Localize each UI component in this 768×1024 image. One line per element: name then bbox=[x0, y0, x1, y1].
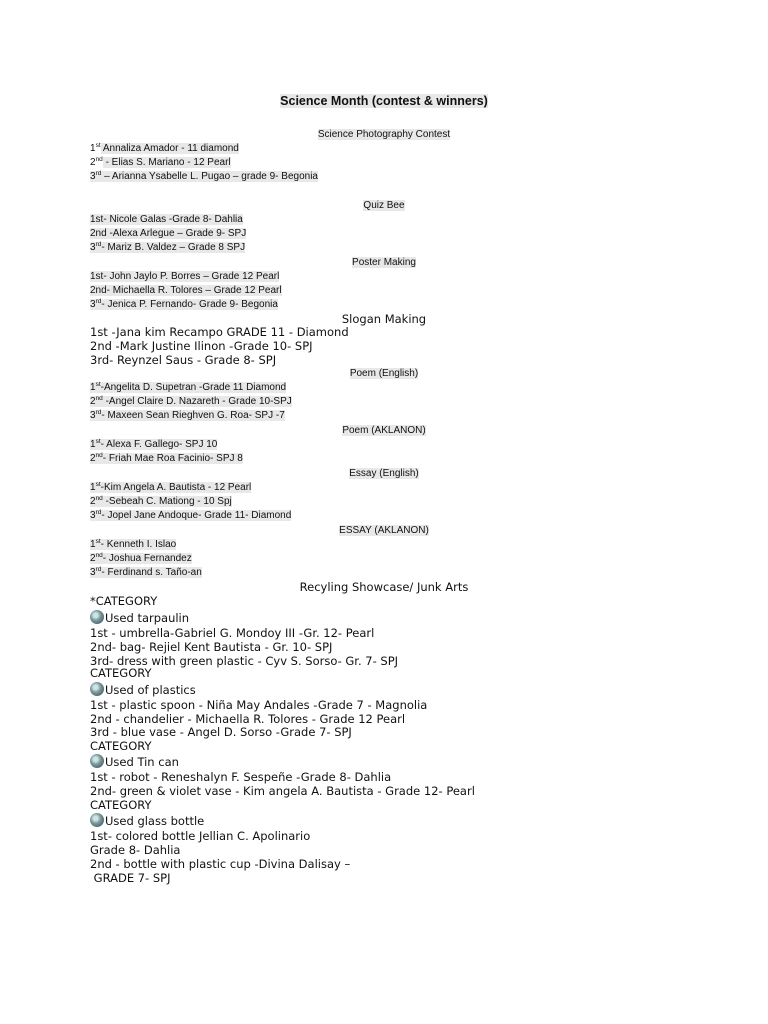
poem-aklanon-winner-2: 2nd- Friah Mae Roa Facinio- SPJ 8 bbox=[90, 452, 243, 464]
tincan-category: Used Tin can bbox=[90, 754, 179, 769]
poem-aklanon-heading: Poem (AKLANON) bbox=[342, 425, 426, 436]
quiz-winner-1: 1st- Nicole Galas -Grade 8- Dahlia bbox=[90, 214, 243, 225]
essay-aklanon-winner-3: 3rd- Ferdinand s. Taño-an bbox=[90, 566, 202, 578]
page-title: Science Month (contest & winners) bbox=[280, 94, 488, 108]
essay-english-heading: Essay (English) bbox=[349, 468, 419, 479]
bullet-icon bbox=[90, 754, 104, 768]
quiz-winner-3: 3rd- Mariz B. Valdez – Grade 8 SPJ bbox=[90, 241, 246, 253]
tarpaulin-winner-1: 1st - umbrella-Gabriel G. Mondoy III -Gr. 12- Pearl bbox=[90, 626, 375, 640]
tincan-winner-1: 1st - robot - Reneshalyn F. Sespeñe -Grade 8- Dahlia bbox=[90, 770, 392, 784]
plastics-winner-2: 2nd - chandelier - Michaella R. Tolores - Grade 12 Pearl bbox=[90, 712, 406, 726]
poem-english-winner-2: 2nd -Angel Claire D. Nazareth - Grade 10-SPJ bbox=[90, 395, 292, 407]
photo-winner-1: 1st Annaliza Amador - 11 diamond bbox=[90, 142, 239, 154]
essay-aklanon-winner-1: 1st- Kenneth I. Islao bbox=[90, 538, 177, 550]
quiz-bee-heading: Quiz Bee bbox=[363, 200, 405, 211]
category-label: CATEGORY bbox=[90, 666, 152, 680]
tincan-winner-2: 2nd- green & violet vase - Kim angela A. Bautista - Grade 12- Pearl bbox=[90, 784, 475, 798]
poem-english-winner-3: 3rd- Maxeen Sean Rieghven G. Roa- SPJ -7 bbox=[90, 409, 285, 421]
bullet-icon bbox=[90, 610, 104, 624]
plastics-winner-3: 3rd - blue vase - Angel D. Sorso -Grade 7- SPJ bbox=[90, 725, 352, 739]
photo-contest-heading: Science Photography Contest bbox=[317, 129, 451, 140]
recycling-showcase-heading: Recyling Showcase/ Junk Arts bbox=[299, 580, 469, 594]
tarpaulin-winner-3: 3rd- dress with green plastic - Cyv S. Sorso- Gr. 7- SPJ bbox=[90, 654, 399, 668]
glass-winner-2-grade: GRADE 7- SPJ bbox=[90, 871, 171, 885]
poster-winner-1: 1st- John Jaylo P. Borres – Grade 12 Pearl bbox=[90, 271, 280, 282]
bullet-icon bbox=[90, 813, 104, 827]
poem-english-winner-1: 1st-Angelita D. Supetran -Grade 11 Diamond bbox=[90, 381, 287, 393]
slogan-winner-3: 3rd- Reynzel Saus - Grade 8- SPJ bbox=[90, 353, 277, 367]
category-label: *CATEGORY bbox=[90, 594, 158, 608]
essay-aklanon-heading: ESSAY (AKLANON) bbox=[339, 525, 429, 536]
glass-category: Used glass bottle bbox=[90, 813, 204, 828]
essay-english-winner-3: 3rd- Jopel Jane Andoque- Grade 11- Diamond bbox=[90, 509, 292, 521]
slogan-winner-1: 1st -Jana kim Recampo GRADE 11 - Diamond bbox=[90, 325, 349, 339]
photo-winner-2: 2nd - Elias S. Mariano - 12 Pearl bbox=[90, 156, 231, 168]
glass-winner-2: 2nd - bottle with plastic cup -Divina Dalisay – bbox=[90, 857, 351, 871]
essay-english-winner-2: 2nd -Sebeah C. Mationg - 10 Spj bbox=[90, 495, 232, 507]
glass-winner-1-grade: Grade 8- Dahlia bbox=[90, 843, 181, 857]
category-label: CATEGORY bbox=[90, 739, 152, 753]
category-label: CATEGORY bbox=[90, 798, 152, 812]
poem-english-heading: Poem (English) bbox=[349, 368, 419, 379]
poster-winner-3: 3rd- Jenica P. Fernando- Grade 9- Begonia bbox=[90, 298, 278, 310]
poem-aklanon-winner-1: 1st- Alexa F. Gallego- SPJ 10 bbox=[90, 438, 218, 450]
essay-english-winner-1: 1st-Kim Angela A. Bautista - 12 Pearl bbox=[90, 481, 252, 493]
plastics-category: Used of plastics bbox=[90, 682, 196, 697]
bullet-icon bbox=[90, 682, 104, 696]
quiz-winner-2: 2nd -Alexa Arlegue – Grade 9- SPJ bbox=[90, 228, 247, 239]
plastics-winner-1: 1st - plastic spoon - Niña May Andales -Grade 7 - Magnolia bbox=[90, 698, 428, 712]
tarpaulin-winner-2: 2nd- bag- Rejiel Kent Bautista - Gr. 10- SPJ bbox=[90, 640, 333, 654]
tarpaulin-category: Used tarpaulin bbox=[90, 610, 189, 625]
poster-winner-2: 2nd- Michaella R. Tolores – Grade 12 Pearl bbox=[90, 285, 282, 296]
slogan-making-heading: Slogan Making bbox=[341, 312, 427, 326]
essay-aklanon-winner-2: 2nd- Joshua Fernandez bbox=[90, 552, 192, 564]
poster-making-heading: Poster Making bbox=[352, 257, 416, 268]
glass-winner-1: 1st- colored bottle Jellian C. Apolinario bbox=[90, 829, 311, 843]
photo-winner-3: 3rd – Arianna Ysabelle L. Pugao – grade 9- Begonia bbox=[90, 170, 318, 182]
slogan-winner-2: 2nd -Mark Justine Ilinon -Grade 10- SPJ bbox=[90, 339, 313, 353]
